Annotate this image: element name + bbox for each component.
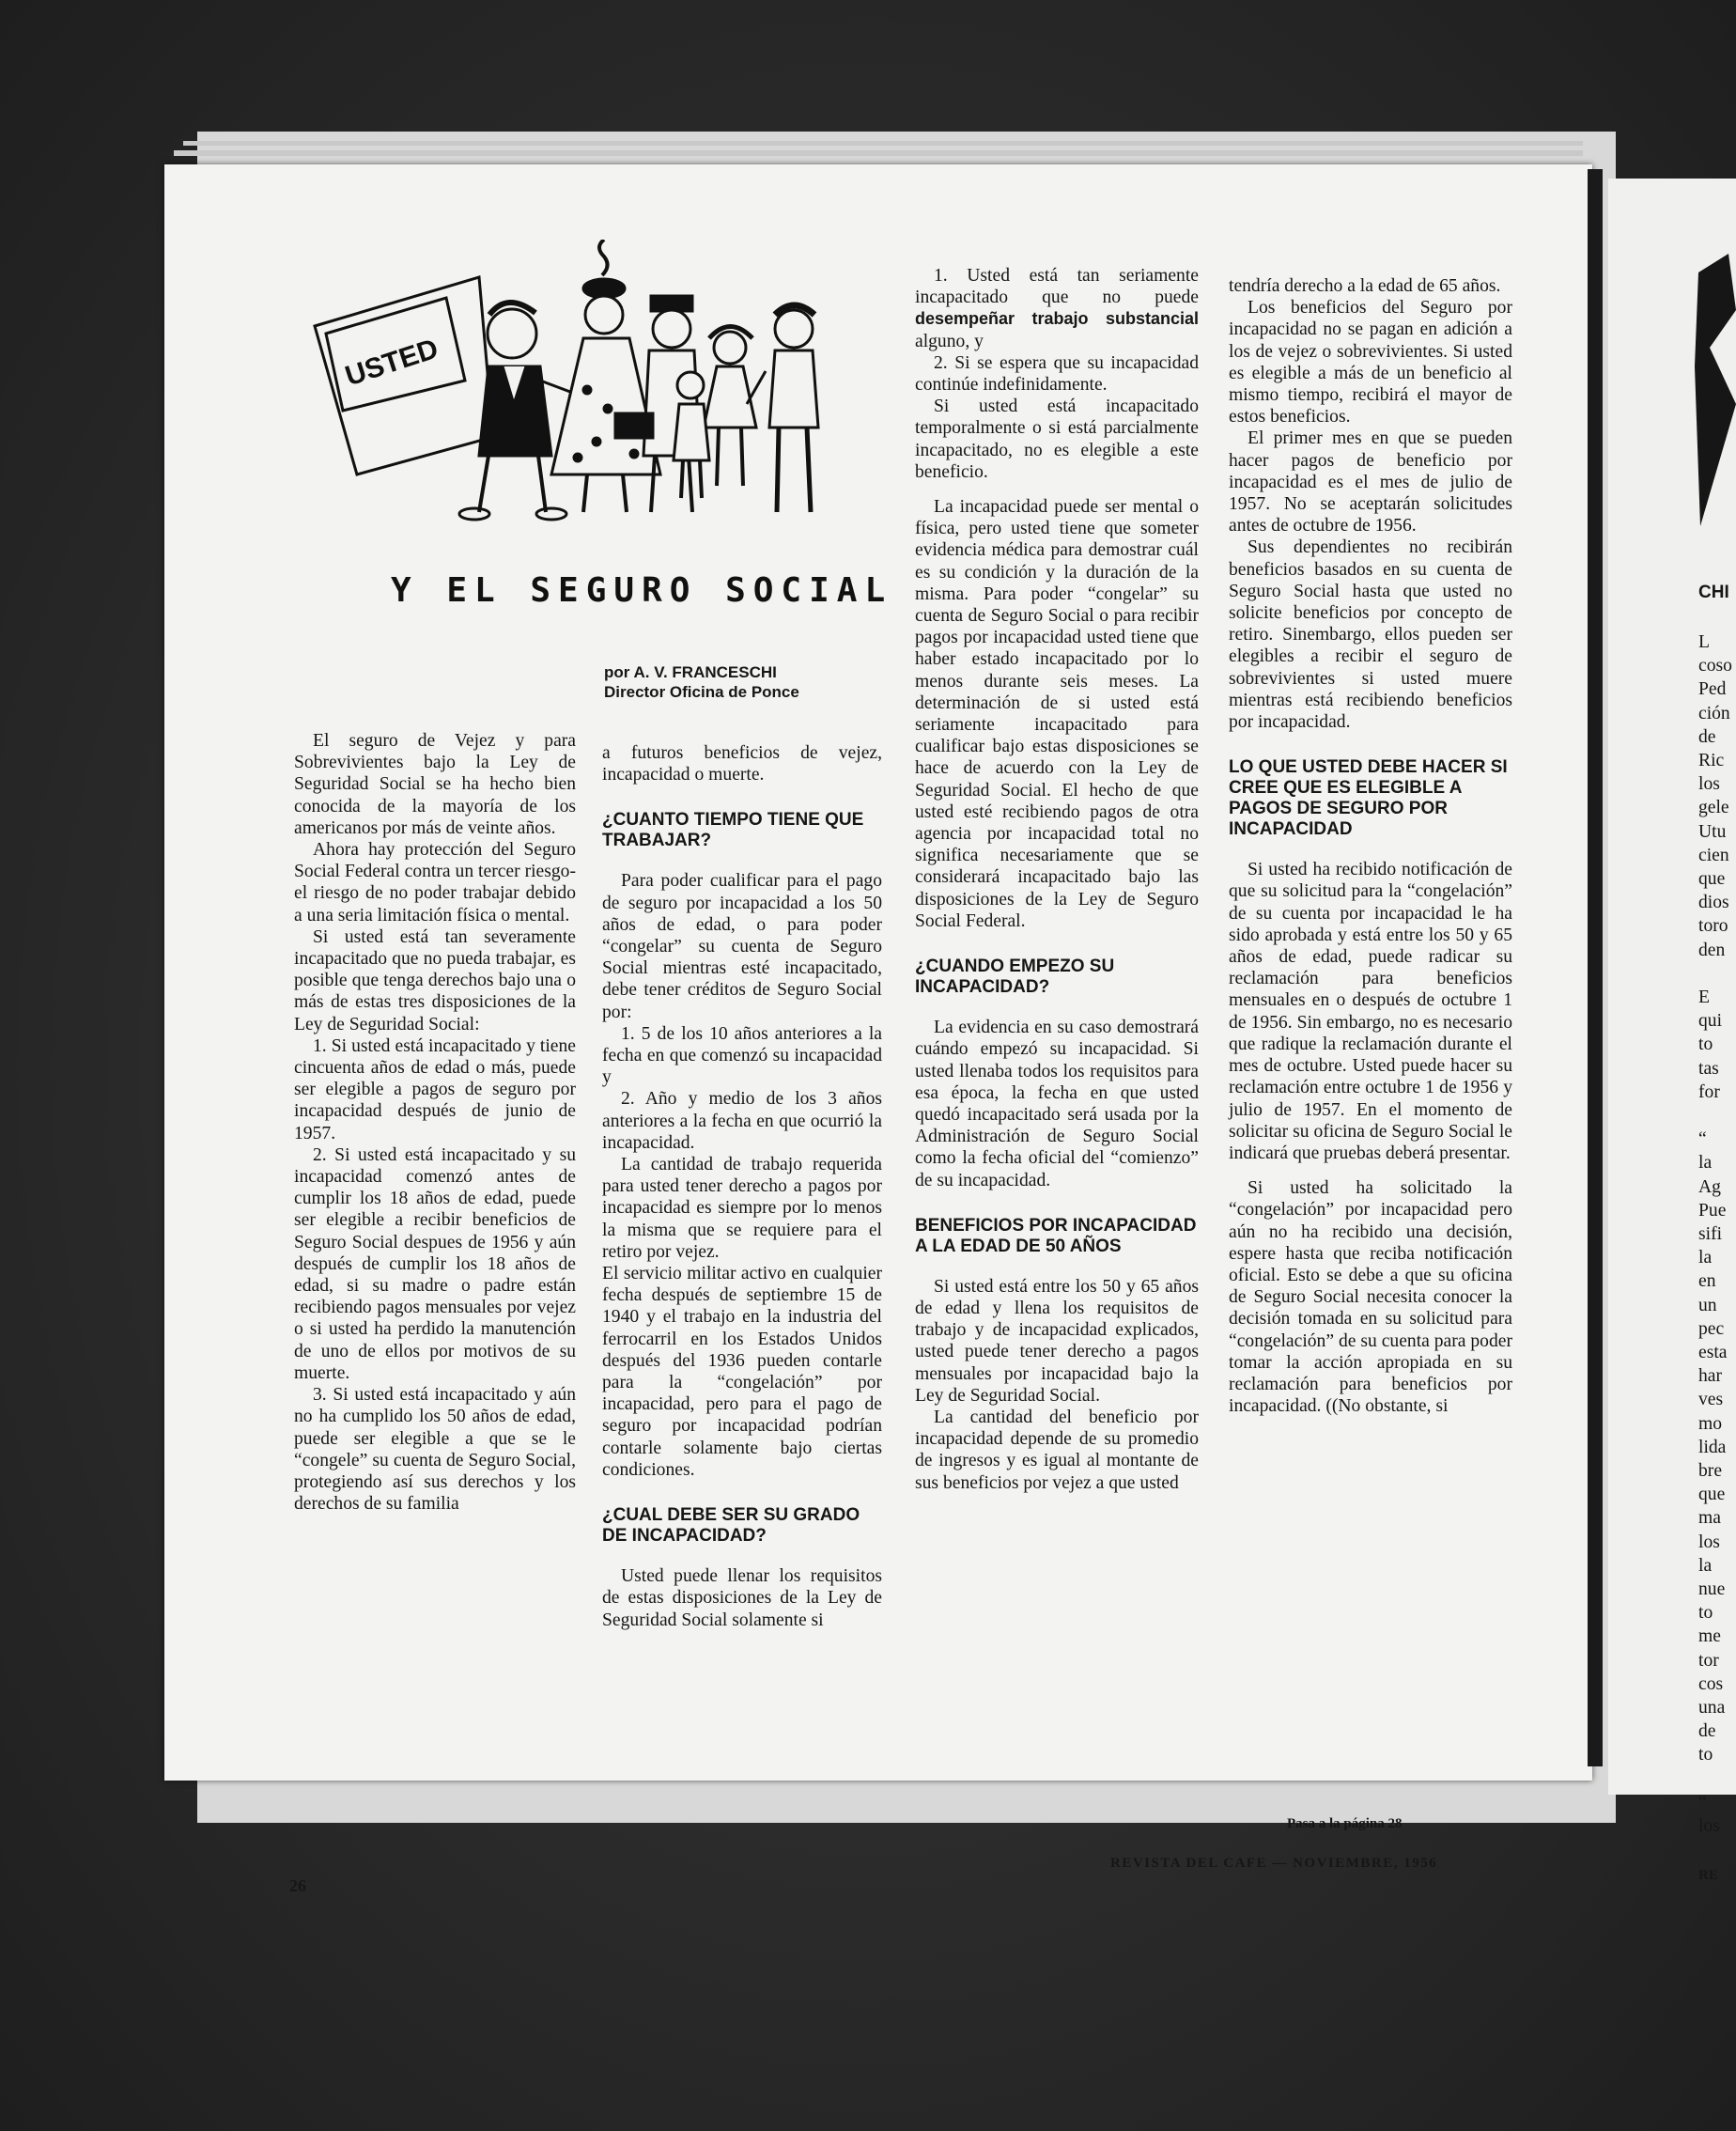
- paragraph: Ahora hay protección del Seguro Social Federal contra un tercer riesgo- el riesgo de no poder trabajar debido a una seria limitación física o mental.: [294, 840, 576, 926]
- paragraph: Si usted está tan severamente incapacitado que no pueda trabajar, es posible que tenga derechos bajo una o más de estas tres disposiciones de la Ley de Seguridad Social:: [294, 926, 576, 1034]
- next-page-line: Pue: [1698, 1200, 1727, 1221]
- next-page-line: sifi: [1698, 1224, 1723, 1244]
- next-page-line: coso: [1698, 656, 1732, 677]
- next-page-heading: CHI: [1698, 583, 1729, 602]
- paragraph: 2. Si se espera que su incapacidad continúe indefinidamente.: [915, 352, 1199, 396]
- next-page-line: L: [1698, 632, 1710, 652]
- column-1: [294, 730, 576, 1515]
- paragraph: Los beneficios del Seguro por incapacidad no se pagan en adición a los de vejez o sobrevivientes. Si usted es elegible a más de un beneficio al mismo tiempo, recibirá el mayor de estos beneficios.: [1229, 298, 1512, 428]
- next-page-line: gele: [1698, 798, 1729, 818]
- paragraph: Sus dependientes no recibirán beneficios basados en su cuenta de Seguro Social hasta que usted no solicite beneficios por concepto de retiro. Sinembargo, ellos pueden ser elegibles a recibir el seguro de sobrevivientes si usted muere mientras está recibiendo beneficios por incapacidad.: [1229, 537, 1512, 733]
- byline-role: Director Oficina de Ponce: [604, 683, 799, 701]
- next-page-line: un: [1698, 1295, 1717, 1315]
- column-4: [1229, 275, 1512, 1417]
- paragraph: Si usted ha solicitado la “congelación” por incapacidad pero aún no ha recibido una decisión, espere hasta que reciba notificación oficial. Esto se debe a que su oficina de Seguro Social necesita conocer la decisión tomada en su solicitud para “congelación” de su cuenta para poder tomar la acción apropiada en su reclamación para beneficios por incapacidad. ((No obstante, si: [1229, 1178, 1512, 1417]
- next-page-line: to: [1698, 1745, 1713, 1765]
- section-heading: BENEFICIOS POR INCAPACIDAD A LA EDAD DE 50 AÑOS: [915, 1215, 1197, 1256]
- next-page-line: tor: [1698, 1650, 1719, 1671]
- next-page-line: esta: [1698, 1343, 1728, 1362]
- next-page-line: bre: [1698, 1461, 1723, 1481]
- next-page-line: los: [1698, 774, 1720, 795]
- next-page-line: que: [1698, 1485, 1726, 1505]
- paragraph: Para poder cualificar para el pago de seguro por incapacidad a los 50 años de edad, o para poder “congelar” su cuenta de Seguro Social mientras esté incapacitado, debe tener créditos de Seguro Social por:: [602, 871, 882, 1022]
- paragraph: a futuros beneficios de vejez, incapacidad o muerte.: [602, 743, 882, 786]
- next-page-line: mo: [1698, 1413, 1723, 1434]
- paragraph: La cantidad de trabajo requerida para usted tener derecho a pagos por incapacidad es siempre por lo menos la misma que se requiere para el retiro por vejez.: [602, 1155, 882, 1262]
- next-page-line: los: [1698, 1532, 1720, 1552]
- paragraph: Si usted está incapacitado temporalmente o si está parcialmente incapacitado, no es elegible a este beneficio.: [915, 397, 1199, 482]
- next-page-line: ves: [1698, 1390, 1724, 1410]
- next-page-line: for: [1698, 1081, 1720, 1102]
- next-page-line: toro: [1698, 916, 1728, 937]
- sign-text: USTED: [341, 333, 442, 393]
- page-edge: [174, 150, 1583, 156]
- paragraph: 3. Si usted está incapacitado y aún no ha cumplido los 50 años de edad, puede ser elegible a que se le “congele” su cuenta de Seguro Social, protegiendo así sus derechos y los derechos de su familia: [294, 1385, 576, 1515]
- section-heading: ¿CUANDO EMPEZO SU INCAPACIDAD?: [915, 957, 1115, 998]
- paragraph: La evidencia en su caso demostrará cuándo empezó su incapacidad. Si usted llenaba todos los requisitos para esa época, la fecha en que usted quedó incapacitado será usada por la Administración de Seguro Social como la fecha oficial del “comienzo” de su incapacidad.: [915, 1018, 1199, 1190]
- paragraph: 2. Año y medio de los 3 años anteriores a la fecha en que ocurrió la incapacidad.: [602, 1089, 882, 1153]
- next-page-line: ción: [1698, 703, 1730, 723]
- next-page-line: Ped: [1698, 679, 1727, 700]
- byline: [604, 662, 799, 702]
- next-page-line: “: [1698, 1129, 1707, 1150]
- paragraph: La incapacidad puede ser mental o física, pero usted tiene que someter evidencia médica para demostrar cuál es su condición y la duración de la misma. Para poder “congelar” su cuenta de Seguro Social o para recibir pagos por incapacidad usted tiene que haber estado incapacitado por lo menos durante seis meses. La determinación de si usted está seriamente incapacitado para cualificar bajo estas disposiciones se hace de acuerdo con la Ley de Seguridad Social. El hecho de que usted esté recibiendo pagos de otra agencia por incapacidad total no significa necesariamente que se considerará incapacitado bajo las disposiciones de la Ley de Seguro Social Federal.: [915, 497, 1199, 931]
- next-page-line: la: [1698, 1153, 1713, 1174]
- text-run: 1. Usted está tan seriamente incapacitado que no puede: [915, 266, 1199, 308]
- next-page-line: en: [1698, 1271, 1716, 1292]
- paragraph: tendría derecho a la edad de 65 años.: [1229, 276, 1501, 296]
- paragraph: 1. 5 de los 10 años anteriores a la fecha en que comenzó su incapacidad y: [602, 1023, 882, 1088]
- paragraph: 1. Si usted está incapacitado y tiene cincuenta años de edad o más, puede ser elegible a pagos de seguro por incapacidad después de junio de 1957.: [294, 1035, 576, 1143]
- magazine-footer: REVISTA DEL CAFE — NOVIEMBRE, 1956: [1110, 1856, 1438, 1871]
- next-page-line: tas: [1698, 1058, 1719, 1079]
- paragraph: Si usted ha recibido notificación de que su solicitud para la “congelación” de su cuenta por incapacidad le ha sido aprobada y está entre los 50 y 65 años de edad, puede radicar su reclamación para beneficios mensuales en o después de octubre 1 de 1956. Sin embargo, no es necesario que radique la reclamación durante el mes de octubre. Usted puede hacer su reclamación entre octubre 1 de 1956 y julio de 1957. En el momento de solicitar su oficina de Seguro Social le indicará que pruebas deberá presentar.: [1229, 860, 1512, 1163]
- paragraph: 2. Si usted está incapacitado y su incapacidad comenzó antes de cumplir los 18 años de edad, puede ser elegible a recibir beneficios de Seguro Social despues de 1956 y aún después de cumplir los 18 años de edad, si su madre o padre están recibiendo pagos mensuales por vejez o si usted ha perdido la manutención de uno de ellos por motivos de su muerte.: [294, 1144, 576, 1383]
- next-page-line: lida: [1698, 1437, 1727, 1457]
- section-heading: LO QUE USTED DEBE HACER SI CREE QUE ES ELEGIBLE A PAGOS DE SEGURO POR INCAPACIDAD: [1229, 757, 1508, 840]
- paragraph: El servicio militar activo en cualquier fecha después de septiembre 15 de 1940 y el trabajo en la industria del ferrocarril en los Estados Unidos después del 1936 pueden contarle para la “congelación” por incapacidad, pero para el pago de seguro por incapacidad podrían contarle solamente bajo ciertas condiciones.: [602, 1264, 882, 1480]
- paragraph: El primer mes en que se pueden hacer pagos de beneficio por incapacidad es el mes de julio de 1957. No se aceptarán solicitudes antes de octubre de 1956.: [1229, 428, 1512, 537]
- column-2: [602, 742, 882, 1631]
- next-page-line: la: [1698, 1555, 1713, 1576]
- page-edge: [183, 141, 1583, 146]
- text-run: alguno, y: [915, 331, 984, 351]
- article-illustration: [305, 240, 841, 521]
- paragraph: [915, 265, 1199, 352]
- next-page-line: que: [1698, 869, 1726, 889]
- next-page-line: ma: [1698, 1508, 1721, 1529]
- next-page-line: to: [1698, 1034, 1713, 1055]
- next-page-illustration: [1691, 254, 1736, 526]
- next-page-line: una: [1698, 1698, 1726, 1718]
- bold-text-run: desempeñar trabajo substancial: [915, 309, 1199, 329]
- article-title: Y EL SEGURO SOCIAL: [391, 571, 893, 610]
- next-page-line: la: [1698, 1248, 1713, 1268]
- next-page-line: de: [1698, 1721, 1716, 1742]
- next-page-line: me: [1698, 1626, 1721, 1647]
- next-page-line: de: [1698, 726, 1716, 747]
- continued-note: Pasa a la página 28: [1287, 1816, 1403, 1831]
- next-page-line: cos: [1698, 1673, 1724, 1694]
- paragraph: El seguro de Vejez y para Sobrevivientes bajo la Ley de Seguridad Social se ha hecho bien conocida de la mayoría de los americanos por más de veinte años.: [294, 731, 576, 838]
- next-page-line: dios: [1698, 893, 1729, 913]
- next-page-line: den: [1698, 940, 1726, 960]
- next-page-footer: RE: [1698, 1868, 1718, 1883]
- next-page-line: los: [1698, 1816, 1720, 1836]
- book-spine: [1588, 169, 1603, 1766]
- byline-author: por A. V. FRANCESCHI: [604, 663, 777, 681]
- next-page-line: pec: [1698, 1318, 1725, 1339]
- next-page-line: qui: [1698, 1011, 1723, 1032]
- next-page-line: Utu: [1698, 821, 1727, 842]
- paragraph: La cantidad del beneficio por incapacidad depende de su promedio de ingresos y es igual al montante de sus beneficios por vejez a que usted: [915, 1407, 1199, 1493]
- paragraph: Usted puede llenar los requisitos de estas disposiciones de la Ley de Seguridad Social solamente si: [602, 1566, 882, 1630]
- page-number: 26: [289, 1876, 306, 1895]
- next-page-line: “: [1698, 1792, 1707, 1812]
- next-page-line: to: [1698, 1603, 1713, 1624]
- paragraph: Si usted está entre los 50 y 65 años de edad y llena los requisitos de trabajo y de incapacidad explicados, usted puede tener derecho a pagos mensuales por incapacidad bajo la Ley de Seguridad Social.: [915, 1276, 1199, 1406]
- next-page-line: cien: [1698, 845, 1729, 865]
- next-page-line: nue: [1698, 1579, 1726, 1599]
- next-page-line: Ag: [1698, 1176, 1721, 1197]
- column-3: [915, 265, 1199, 1494]
- next-page-line: E: [1698, 988, 1710, 1007]
- section-heading: ¿CUAL DEBE SER SU GRADO DE INCAPACIDAD?: [602, 1505, 860, 1547]
- section-heading: ¿CUANTO TIEMPO TIENE QUE TRABAJAR?: [602, 810, 864, 851]
- next-page-line: Ric: [1698, 751, 1725, 770]
- next-page-line: har: [1698, 1366, 1723, 1387]
